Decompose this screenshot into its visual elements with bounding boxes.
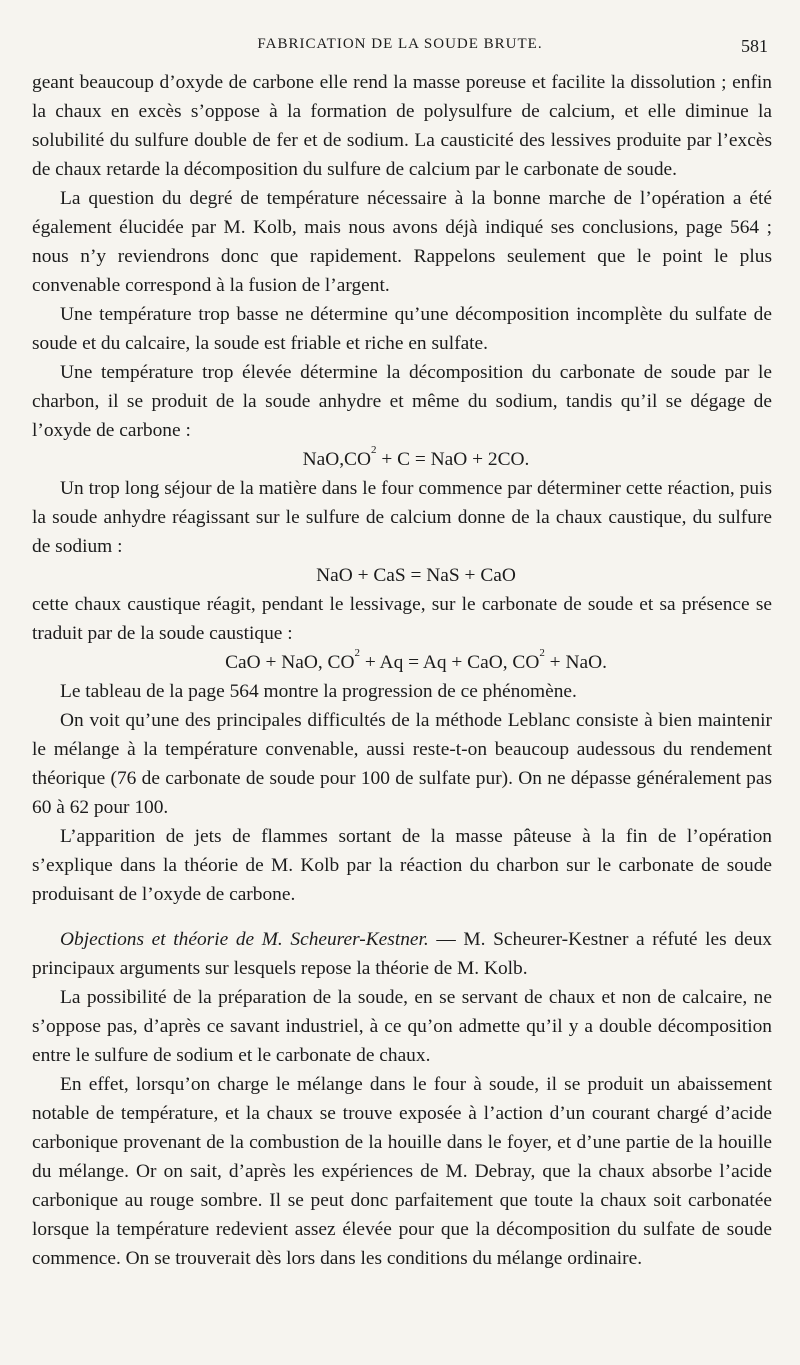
section-paragraph [32, 925, 772, 983]
equation-part: + C = NaO + 2CO. [376, 449, 530, 470]
paragraph: Une température trop basse ne détermine qu’une décomposition incomplète du sulfate de soude et du calcaire, la soude est friable et riche en sulfate. [32, 304, 772, 354]
section-text: — M. Scheurer-Kestner a réfuté les deux principaux arguments sur lesquels repose la théorie de M. Kolb. [32, 929, 772, 979]
equation: NaO + CaS = NaS + CaO [316, 565, 516, 586]
equation [32, 445, 772, 474]
superscript: 2 [370, 444, 377, 456]
equation-part: + NaO. [544, 652, 607, 673]
running-title: FABRICATION DE LA SOUDE BRUTE. [257, 36, 543, 52]
paragraph: En effet, lorsqu’on charge le mélange dans le four à soude, il se produit un abaissement notable de température, et la chaux se trouve exposée à l’action d’un courant chargé d’acide carbonique provenant de la combustion de la houille dans le foyer, et d’une partie de la houille du mélange. Or on sait, d’après les expériences de M. Debray, que la chaux absorbe l’acide carbonique au rouge sombre. Il se peut donc parfaitement que toute la chaux soit carbonatée lorsque la température redevient assez élevée pour que la décomposition du sulfate de soude commence. On se trouverait dès lors dans les conditions du mélange ordinaire. [32, 1074, 772, 1269]
section-heading: Objections et théorie de M. Scheurer-Kestner. [60, 929, 429, 950]
paragraph: On voit qu’une des principales difficultés de la méthode Leblanc consiste à bien maintenir le mélange à la température convenable, aussi reste-t-on beaucoup audessous du rendement théorique (76 de carbonate de soude pour 100 de sulfate pur). On ne dépasse généralement pas 60 à 62 pour 100. [32, 710, 772, 818]
paragraph: La question du degré de température nécessaire à la bonne marche de l’opération a été également élucidée par M. Kolb, mais nous avons déjà indiqué ses conclusions, page 564 ; nous n’y reviendrons donc que rapidement. Rappelons seulement que le point le plus convenable correspond à la fusion de l’argent. [32, 188, 772, 296]
paragraph: cette chaux caustique réagit, pendant le lessivage, sur le carbonate de soude et sa présence se traduit par de la soude caustique : [32, 594, 772, 644]
superscript: 2 [539, 647, 545, 659]
paragraph: Une température trop élevée détermine la décomposition du carbonate de soude par le charbon, il se produit de la soude anhydre et même du sodium, tandis qu’il se dégage de l’oxyde de carbone : [32, 362, 772, 441]
equation-part: + Aq = Aq + CaO, CO [360, 652, 540, 673]
equation-part: CaO + NaO, CO [225, 652, 355, 673]
paragraph: geant beaucoup d’oxyde de carbone elle rend la masse poreuse et facilite la dissolution ; enfin la chaux en excès s’oppose à la formation de polysulfure de calcium, et elle diminue la solubilité du sulfure double de fer et de sodium. La causticité des lessives produite par l’excès de chaux retarde la décomposition du sulfure de calcium par le carbonate de soude. [32, 72, 772, 180]
page-body [32, 68, 772, 1273]
paragraph: La possibilité de la préparation de la soude, en se servant de chaux et non de calcaire, ne s’oppose pas, d’après ce savant industriel, à ce qu’on admette qu’il y a double décomposition entre le sulfure de sodium et le carbonate de chaux. [32, 987, 772, 1066]
equation [32, 648, 772, 677]
paragraph: L’apparition de jets de flammes sortant de la masse pâteuse à la fin de l’opération s’explique dans la théorie de M. Kolb par la réaction du charbon sur le carbonate de soude produisant de l’oxyde de carbone. [32, 826, 772, 905]
paragraph: Le tableau de la page 564 montre la progression de ce phénomène. [60, 681, 577, 702]
running-header [32, 34, 768, 60]
page-number: 581 [741, 36, 768, 56]
equation-part: NaO,CO [302, 449, 371, 470]
paragraph: Un trop long séjour de la matière dans le four commence par déterminer cette réaction, puis la soude anhydre réagissant sur le sulfure de calcium donne de la chaux caustique, du sulfure de sodium : [32, 478, 772, 557]
superscript: 2 [354, 647, 360, 659]
